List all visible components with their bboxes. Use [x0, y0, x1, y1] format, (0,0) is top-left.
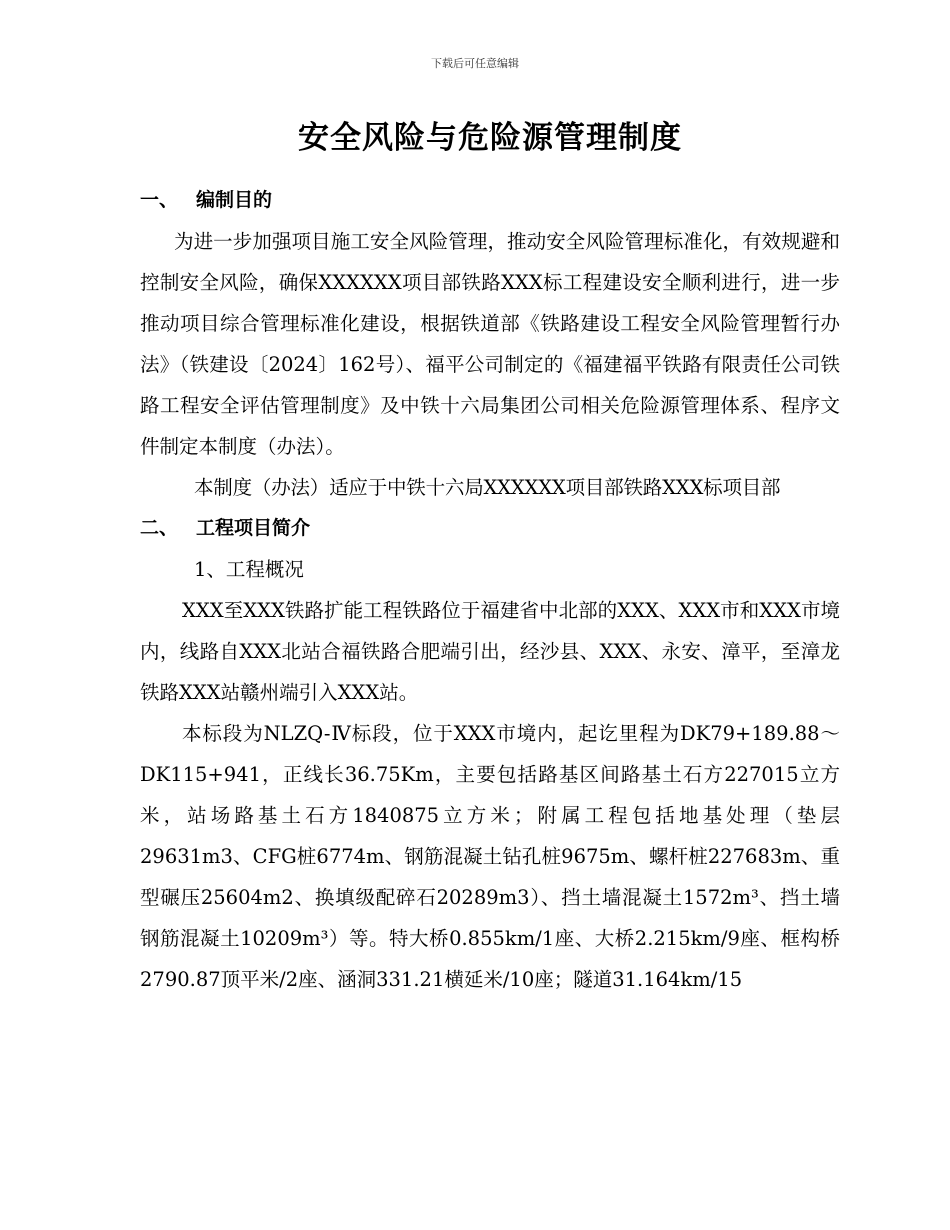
paragraph-scope-of-works: 本标段为NLZQ-Ⅳ标段，位于XXX市境内，起讫里程为DK79+189.88～DK115+941，正线长36.75Km，主要包括路基区间路基土石方227015立方米，站场路基土石方1840875立方米；附属工程包括地基处理（垫层29631m3、CFG桩6774m、钢筋混凝土钻孔桩9675m、螺杆桩227683m、重型碾压25604m2、换填级配碎石20289m3）、挡土墙混凝土1572m³、挡土墙钢筋混凝土10209m³）等。特大桥0.855km/1座、大桥2.215km/9座、框构桥2790.87顶平米/2座、涵洞331.21横延米/10座；隧道31.164km/15: [140, 722, 840, 991]
paragraph-scope: 本制度（办法）适应于中铁十六局XXXXXX项目部铁路XXX标项目部: [194, 476, 781, 499]
paragraph-purpose: 为进一步加强项目施工安全风险管理，推动安全风险管理标准化，有效规避和控制安全风险，确保XXXXXX项目部铁路XXX标工程建设安全顺利进行，进一步推动项目综合管理标准化建设，根据铁道部《铁路建设工程安全风险管理暂行办法》（铁建设〔2024〕162号）、福平公司制定的《福建福平铁路有限责任公司铁路工程安全评估管理制度》及中铁十六局集团公司相关危险源管理体系、程序文件制定本制度（办法）。: [140, 230, 840, 458]
section-heading-2: [140, 508, 840, 549]
paragraph-location: XXX至XXX铁路扩能工程铁路位于福建省中北部的XXX、XXX市和XXX市境内，线路自XXX北站合福铁路合肥端引出，经沙县、XXX、永安、漳平，至漳龙铁路XXX站赣州端引入XXX站。: [140, 599, 840, 704]
section-title-1: 编制目的: [196, 189, 273, 211]
section-heading-1: [140, 180, 840, 221]
section-title-2: 工程项目简介: [196, 517, 311, 539]
document-title: 安全风险与危险源管理制度: [298, 120, 682, 156]
subheading-overview: 1、工程概况: [194, 558, 304, 581]
section-number-1: 一、: [140, 189, 179, 211]
document-body: [140, 180, 840, 1000]
header-note: 下载后可任意编辑: [431, 57, 519, 70]
section-number-2: 二、: [140, 517, 179, 539]
